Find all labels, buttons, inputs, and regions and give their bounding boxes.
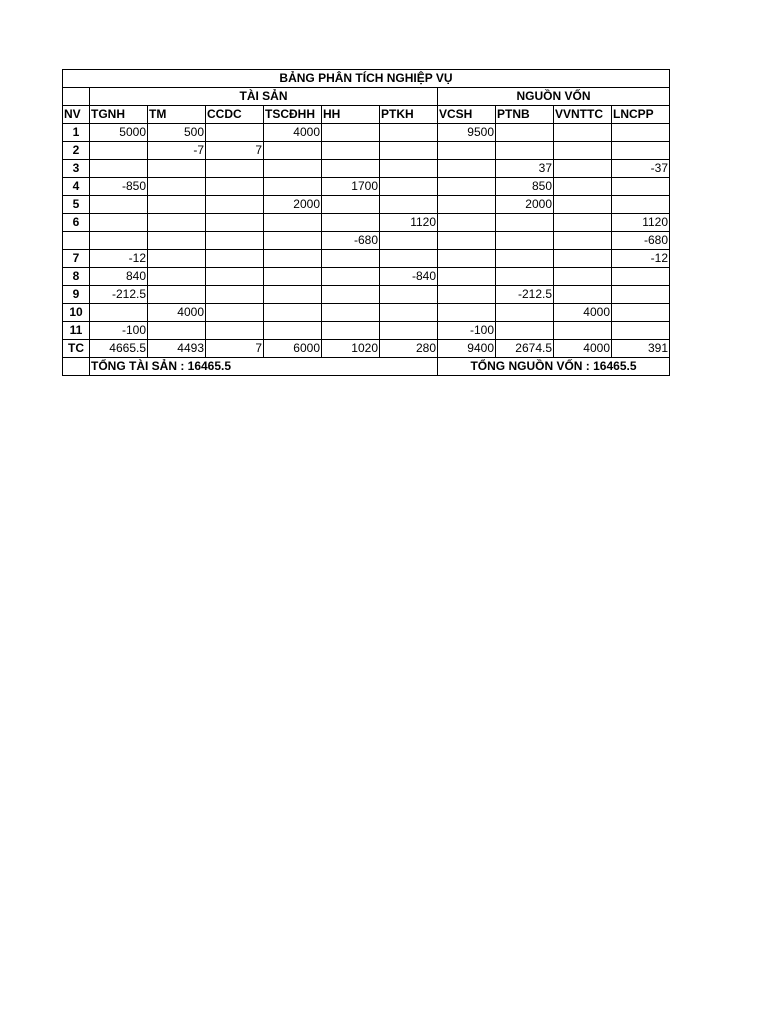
- table-cell: [322, 286, 380, 304]
- table-cell: [612, 124, 670, 142]
- table-cell: [264, 232, 322, 250]
- table-cell: [612, 142, 670, 160]
- nv-header: NV: [63, 106, 90, 124]
- totals-row: [63, 358, 670, 376]
- table-cell: [612, 196, 670, 214]
- table-title: BẢNG PHÂN TÍCH NGHIỆP VỤ: [63, 70, 670, 88]
- table-cell: [380, 286, 438, 304]
- table-cell: [612, 286, 670, 304]
- table-cell: 7: [206, 142, 264, 160]
- table-cell: [148, 268, 206, 286]
- table-cell: [206, 268, 264, 286]
- nv-cell: [63, 232, 90, 250]
- table-row: [63, 250, 670, 268]
- table-cell: 5000: [90, 124, 148, 142]
- column-header: VCSH: [438, 106, 496, 124]
- table-row: [63, 304, 670, 322]
- table-cell: [148, 286, 206, 304]
- table-cell: [438, 142, 496, 160]
- table-cell: [322, 214, 380, 232]
- table-cell: [148, 178, 206, 196]
- nv-cell: 7: [63, 250, 90, 268]
- table-cell: 850: [496, 178, 554, 196]
- table-row: [63, 286, 670, 304]
- table-cell: [554, 250, 612, 268]
- assets-group-header: TÀI SẢN: [90, 88, 438, 106]
- column-header: LNCPP: [612, 106, 670, 124]
- table-cell: [264, 304, 322, 322]
- empty-cell: [63, 88, 90, 106]
- column-header: TM: [148, 106, 206, 124]
- table-cell: 7: [206, 340, 264, 358]
- table-cell: -212.5: [496, 286, 554, 304]
- table-cell: [322, 250, 380, 268]
- table-cell: [90, 142, 148, 160]
- table-cell: [554, 286, 612, 304]
- nv-cell: 2: [63, 142, 90, 160]
- nv-cell: 1: [63, 124, 90, 142]
- title-row: [63, 70, 670, 88]
- table-cell: [206, 178, 264, 196]
- table-cell: [148, 250, 206, 268]
- table-cell: [380, 232, 438, 250]
- table-cell: [264, 322, 322, 340]
- column-header: VVNTTC: [554, 106, 612, 124]
- table-cell: 4000: [554, 340, 612, 358]
- sources-group-header: NGUỒN VỐN: [438, 88, 670, 106]
- nv-cell: 6: [63, 214, 90, 232]
- table-cell: 4000: [554, 304, 612, 322]
- nv-cell: 11: [63, 322, 90, 340]
- table-cell: [206, 250, 264, 268]
- empty-cell: [63, 358, 90, 376]
- table-cell: [148, 196, 206, 214]
- table-row: [63, 268, 670, 286]
- table-cell: -100: [438, 322, 496, 340]
- table-cell: [148, 232, 206, 250]
- table-cell: 6000: [264, 340, 322, 358]
- table-cell: [322, 268, 380, 286]
- table-cell: [438, 232, 496, 250]
- table-cell: 391: [612, 340, 670, 358]
- table-cell: [554, 322, 612, 340]
- table-cell: -840: [380, 268, 438, 286]
- table-cell: [496, 124, 554, 142]
- nv-cell: TC: [63, 340, 90, 358]
- table-cell: [264, 160, 322, 178]
- table-cell: 1020: [322, 340, 380, 358]
- nv-cell: 4: [63, 178, 90, 196]
- table-cell: [438, 268, 496, 286]
- table-row: [63, 178, 670, 196]
- table-cell: [554, 268, 612, 286]
- table-cell: [438, 196, 496, 214]
- table-cell: 500: [148, 124, 206, 142]
- table-cell: [90, 232, 148, 250]
- table-cell: -100: [90, 322, 148, 340]
- table-cell: 4000: [264, 124, 322, 142]
- table-cell: [554, 178, 612, 196]
- column-header: TGNH: [90, 106, 148, 124]
- table-cell: 840: [90, 268, 148, 286]
- table-cell: [264, 268, 322, 286]
- table-cell: [90, 160, 148, 178]
- table-cell: [438, 286, 496, 304]
- table-cell: [206, 196, 264, 214]
- table-cell: [554, 124, 612, 142]
- table-cell: [206, 160, 264, 178]
- nv-cell: 9: [63, 286, 90, 304]
- table-cell: 4000: [148, 304, 206, 322]
- table-cell: [322, 196, 380, 214]
- business-analysis-table: [62, 69, 670, 376]
- column-header: CCDC: [206, 106, 264, 124]
- table-cell: [380, 322, 438, 340]
- table-cell: -7: [148, 142, 206, 160]
- column-header: HH: [322, 106, 380, 124]
- table-cell: [206, 304, 264, 322]
- table-cell: 37: [496, 160, 554, 178]
- table-cell: [148, 160, 206, 178]
- table-row: [63, 160, 670, 178]
- table-cell: [612, 322, 670, 340]
- table-cell: [206, 322, 264, 340]
- table-cell: [554, 160, 612, 178]
- table-cell: [380, 160, 438, 178]
- table-cell: 2674.5: [496, 340, 554, 358]
- table-cell: [380, 250, 438, 268]
- table-cell: [612, 178, 670, 196]
- table-cell: [496, 322, 554, 340]
- table-cell: [380, 178, 438, 196]
- table-cell: [496, 142, 554, 160]
- table-cell: -680: [322, 232, 380, 250]
- table-cell: 9500: [438, 124, 496, 142]
- table-cell: [380, 304, 438, 322]
- table-cell: [438, 214, 496, 232]
- table-cell: [612, 304, 670, 322]
- table-row: [63, 340, 670, 358]
- table-cell: [148, 214, 206, 232]
- group-header-row: [63, 88, 670, 106]
- table-cell: [90, 304, 148, 322]
- table-cell: 2000: [496, 196, 554, 214]
- table-cell: [264, 250, 322, 268]
- table-cell: [496, 214, 554, 232]
- table-cell: 1700: [322, 178, 380, 196]
- table-cell: [264, 214, 322, 232]
- table-cell: -212.5: [90, 286, 148, 304]
- column-header-row: [63, 106, 670, 124]
- table-cell: -12: [612, 250, 670, 268]
- table-cell: [206, 286, 264, 304]
- table-cell: [380, 196, 438, 214]
- table-cell: [322, 160, 380, 178]
- table-row: [63, 322, 670, 340]
- table-row: [63, 196, 670, 214]
- table-cell: [264, 142, 322, 160]
- table-cell: [148, 322, 206, 340]
- table-cell: [496, 232, 554, 250]
- table-row: [63, 142, 670, 160]
- table-cell: 1120: [612, 214, 670, 232]
- table-cell: [322, 142, 380, 160]
- total-assets: TỔNG TÀI SẢN : 16465.5: [90, 358, 438, 376]
- table-cell: [380, 142, 438, 160]
- table-cell: [496, 250, 554, 268]
- table-cell: 280: [380, 340, 438, 358]
- table-cell: [380, 124, 438, 142]
- table-cell: -680: [612, 232, 670, 250]
- nv-cell: 10: [63, 304, 90, 322]
- table-cell: [554, 214, 612, 232]
- table-cell: [90, 214, 148, 232]
- table-cell: [438, 178, 496, 196]
- table-cell: [554, 142, 612, 160]
- table-cell: 4493: [148, 340, 206, 358]
- table-cell: 1120: [380, 214, 438, 232]
- table-cell: 2000: [264, 196, 322, 214]
- table-cell: [438, 304, 496, 322]
- table-cell: [322, 322, 380, 340]
- table-row: [63, 232, 670, 250]
- total-sources: TỔNG NGUỒN VỐN : 16465.5: [438, 358, 670, 376]
- table-cell: [264, 178, 322, 196]
- table-cell: [206, 124, 264, 142]
- table-cell: -850: [90, 178, 148, 196]
- table-cell: [554, 232, 612, 250]
- table-row: [63, 124, 670, 142]
- table-cell: [438, 250, 496, 268]
- table-cell: 4665.5: [90, 340, 148, 358]
- table-cell: 9400: [438, 340, 496, 358]
- column-header: PTKH: [380, 106, 438, 124]
- table-cell: [438, 160, 496, 178]
- table-cell: [554, 196, 612, 214]
- table-cell: [322, 124, 380, 142]
- nv-cell: 3: [63, 160, 90, 178]
- table-cell: -12: [90, 250, 148, 268]
- table-cell: [496, 304, 554, 322]
- column-header: PTNB: [496, 106, 554, 124]
- table-cell: [496, 268, 554, 286]
- nv-cell: 5: [63, 196, 90, 214]
- table-cell: [90, 196, 148, 214]
- table-cell: [612, 268, 670, 286]
- table-cell: -37: [612, 160, 670, 178]
- table-row: [63, 214, 670, 232]
- nv-cell: 8: [63, 268, 90, 286]
- table-cell: [264, 286, 322, 304]
- column-header: TSCĐHH: [264, 106, 322, 124]
- table-cell: [206, 214, 264, 232]
- table-cell: [206, 232, 264, 250]
- table-cell: [322, 304, 380, 322]
